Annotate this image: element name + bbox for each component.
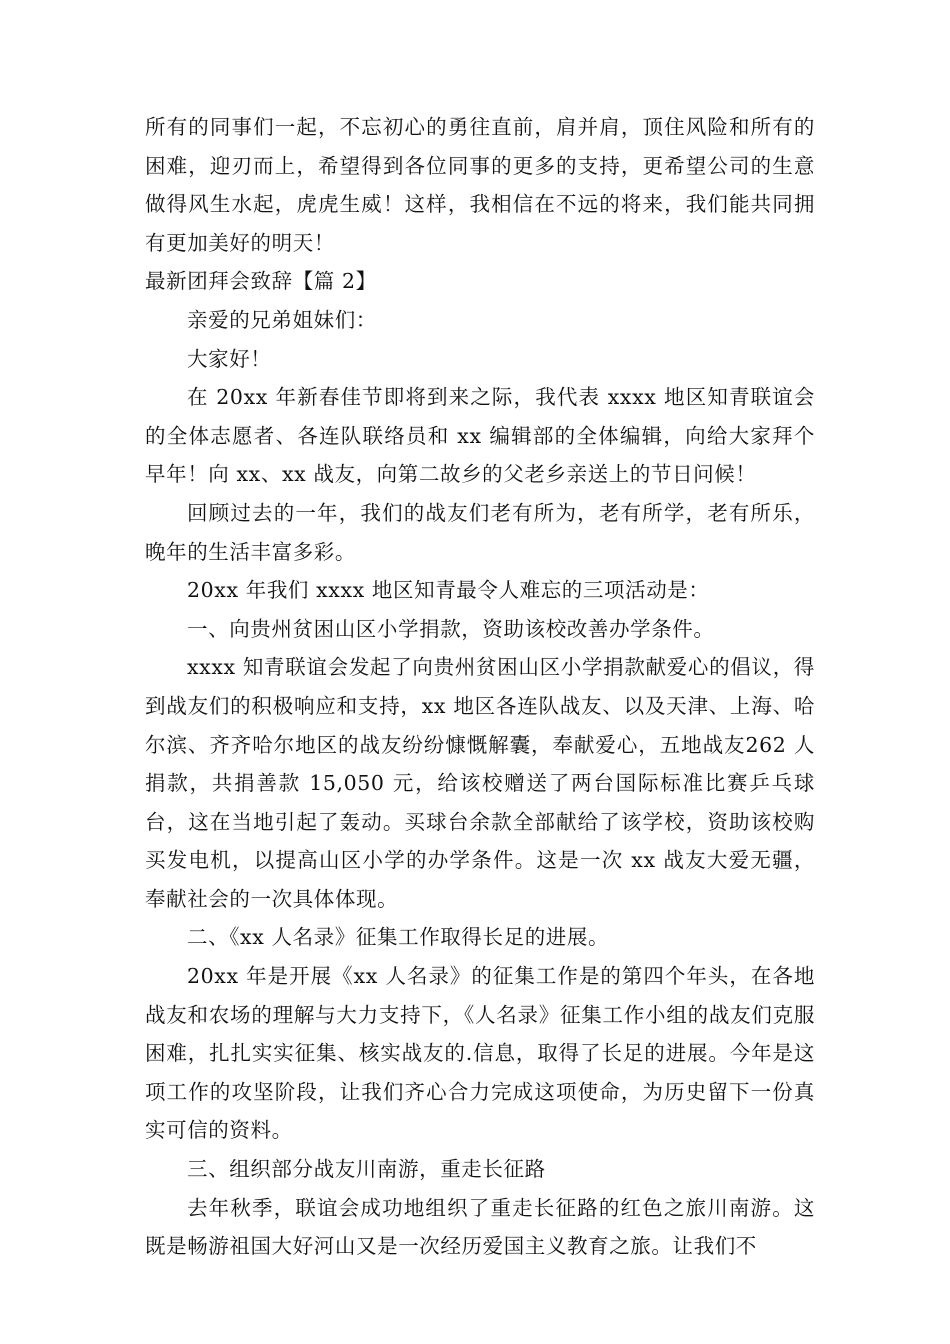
salutation: 亲爱的兄弟姐妹们： bbox=[187, 307, 377, 332]
activity-three-body: 去年秋季，联谊会成功地组织了重走长征路的红色之旅川南游。这既是畅游祖国大好河山又是一次经历爱国主义教育之旅。让我们不 bbox=[145, 1195, 815, 1259]
activity-three-title: 三、组织部分战友川南游，重走长征路 bbox=[187, 1157, 546, 1182]
paragraph-activities-lead: 20xx 年我们 xxxx 地区知青最令人难忘的三项活动是： bbox=[187, 578, 710, 603]
activity-one-title: 一、向贵州贫困山区小学捐款，资助该校改善办学条件。 bbox=[187, 616, 715, 641]
greeting: 大家好！ bbox=[187, 346, 272, 371]
activity-two-body: 20xx 年是开展《xx 人名录》的征集工作是的第四个年头，在各地战友和农场的理解与大力支持下，《人名录》征集工作小组的战友们克服困难，扎扎实实征集、核实战友的.信息，取得了长足的进展。今年是这项工作的攻坚阶段，让我们齐心合力完成这项使命，为历史留下一份真实可信的资料。 bbox=[145, 964, 815, 1143]
activity-two-title: 二、《xx 人名录》征集工作取得长足的进展。 bbox=[187, 925, 610, 950]
activity-one-body: xxxx 知青联谊会发起了向贵州贫困山区小学捐款献爱心的倡议，得到战友们的积极响应和支持，xx 地区各连队战友、以及天津、上海、哈尔滨、齐齐哈尔地区的战友纷纷慷慨解囊，奉献爱心，五地战友262 人捐款，共捐善款 15,050 元，给该校赠送了两台国际标准比赛乒乓球台，这在当地引起了轰动。买球台余款全部献给了该学校，资助该校购买发电机，以提高山区小学的办学条件。这是一次 xx 战友大爱无疆，奉献社会的一次具体体现。 bbox=[145, 655, 815, 911]
section-heading: 最新团拜会致辞【篇 2】 bbox=[145, 269, 377, 294]
paragraph-closing: 所有的同事们一起，不忘初心的勇往直前，肩并肩，顶住风险和所有的困难，迎刃而上，希望得到各位同事的更多的支持，更希望公司的生意做得风生水起，虎虎生威！这样，我相信在不远的将来，我们能共同拥有更加美好的明天！ bbox=[145, 115, 815, 255]
document-body bbox=[145, 108, 815, 1266]
paragraph-intro: 在 20xx 年新春佳节即将到来之际，我代表 xxxx 地区知青联谊会的全体志愿者、各连队联络员和 xx 编辑部的全体编辑，向给大家拜个早年！向 xx、xx 战友，向第二故乡的父老乡亲送上的节日问候！ bbox=[145, 385, 815, 487]
paragraph-review: 回顾过去的一年，我们的战友们老有所为，老有所学，老有所乐，晚年的生活丰富多彩。 bbox=[145, 500, 815, 564]
